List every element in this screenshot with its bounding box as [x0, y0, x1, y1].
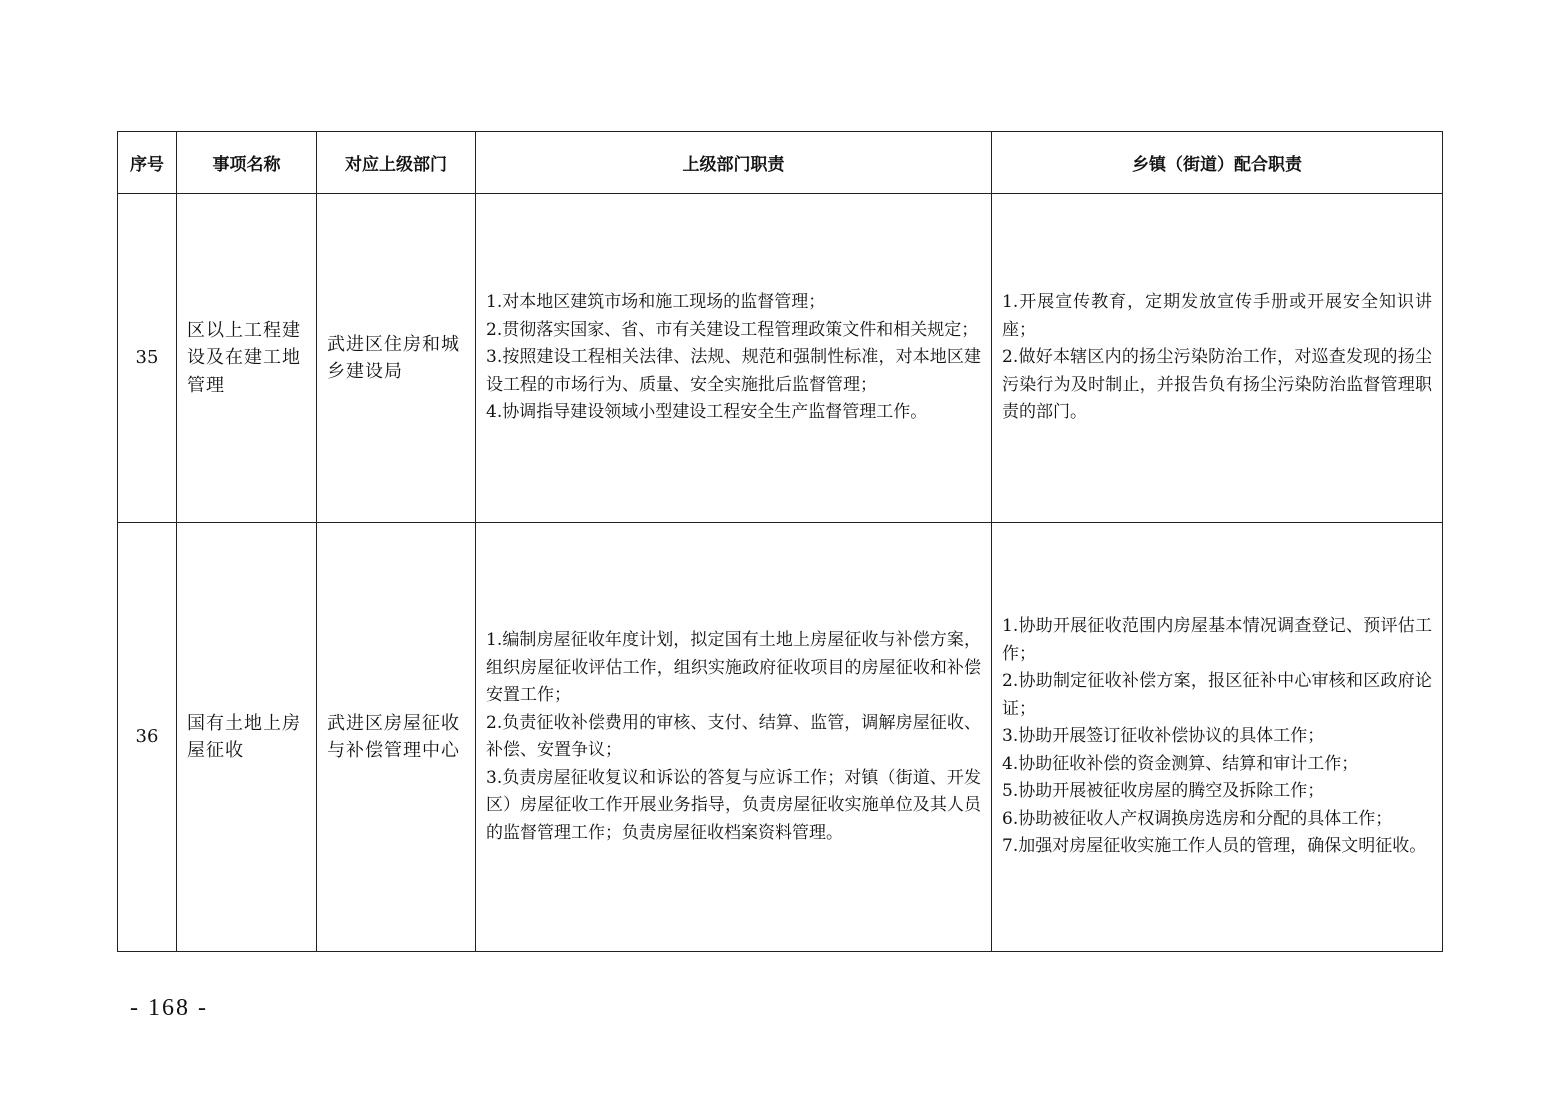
coop-item: 2.协助制定征收补偿方案，报区征补中心审核和区政府论证； — [1002, 671, 1432, 719]
table-row — [118, 523, 1443, 952]
row-number: 36 — [118, 523, 177, 952]
header-item-name: 事项名称 — [177, 132, 317, 194]
town-duties-cell — [992, 523, 1443, 952]
duty-item: 4.协调指导建设领域小型建设工程安全生产监督管理工作。 — [486, 402, 928, 423]
coop-item: 4.协助征收补偿的资金测算、结算和审计工作； — [1002, 753, 1359, 774]
page-number: - 168 - — [130, 995, 208, 1021]
item-name: 国有土地上房屋征收 — [177, 523, 317, 952]
coop-item: 6.协助被征收人产权调换房选房和分配的具体工作； — [1002, 808, 1393, 829]
town-duties-cell — [992, 194, 1443, 523]
duty-item: 3.负责房屋征收复议和诉讼的答复与应诉工作；对镇（街道、开发区）房屋征收工作开展业务指导，负责房屋征收实施单位及其人员的监督管理工作；负责房屋征收档案资料管理。 — [486, 767, 981, 843]
dept-duties-cell — [476, 523, 992, 952]
row-number: 35 — [118, 194, 177, 523]
duty-item: 2.贯彻落实国家、省、市有关建设工程管理政策文件和相关规定； — [486, 319, 979, 340]
duty-item: 3.按照建设工程相关法律、法规、规范和强制性标准，对本地区建设工程的市场行为、质量、安全实施批后监督管理； — [486, 347, 981, 395]
coop-item: 3.协助开展签订征收补偿协议的具体工作； — [1002, 726, 1325, 747]
coop-item: 1.协助开展征收范围内房屋基本情况调查登记、预评估工作； — [1002, 616, 1432, 664]
duty-item: 2.负责征收补偿费用的审核、支付、结算、监管，调解房屋征收、补偿、安置争议； — [486, 712, 981, 760]
header-dept-duties: 上级部门职责 — [476, 132, 992, 194]
coop-item: 1.开展宣传教育，定期发放宣传手册或开展安全知识讲座； — [1002, 292, 1432, 340]
department-name: 武进区房屋征收与补偿管理中心 — [317, 523, 476, 952]
responsibility-table — [117, 131, 1443, 952]
header-seq: 序号 — [118, 132, 177, 194]
dept-duties-cell — [476, 194, 992, 523]
item-name: 区以上工程建设及在建工地管理 — [177, 194, 317, 523]
table-row — [118, 194, 1443, 523]
coop-item: 2.做好本辖区内的扬尘污染防治工作，对巡查发现的扬尘污染行为及时制止，并报告负有扬尘污染防治监督管理职责的部门。 — [1002, 347, 1432, 423]
department-name: 武进区住房和城乡建设局 — [317, 194, 476, 523]
coop-item: 7.加强对房屋征收实施工作人员的管理，确保文明征收。 — [1002, 836, 1427, 857]
table-header-row — [118, 132, 1443, 194]
coop-item: 5.协助开展被征收房屋的腾空及拆除工作； — [1002, 781, 1325, 802]
header-town-duties: 乡镇（街道）配合职责 — [992, 132, 1443, 194]
duty-item: 1.编制房屋征收年度计划，拟定国有土地上房屋征收与补偿方案，组织房屋征收评估工作，组织实施政府征收项目的房屋征收和补偿安置工作； — [486, 630, 981, 705]
duty-item: 1.对本地区建筑市场和施工现场的监督管理； — [486, 292, 826, 313]
header-department: 对应上级部门 — [317, 132, 476, 194]
